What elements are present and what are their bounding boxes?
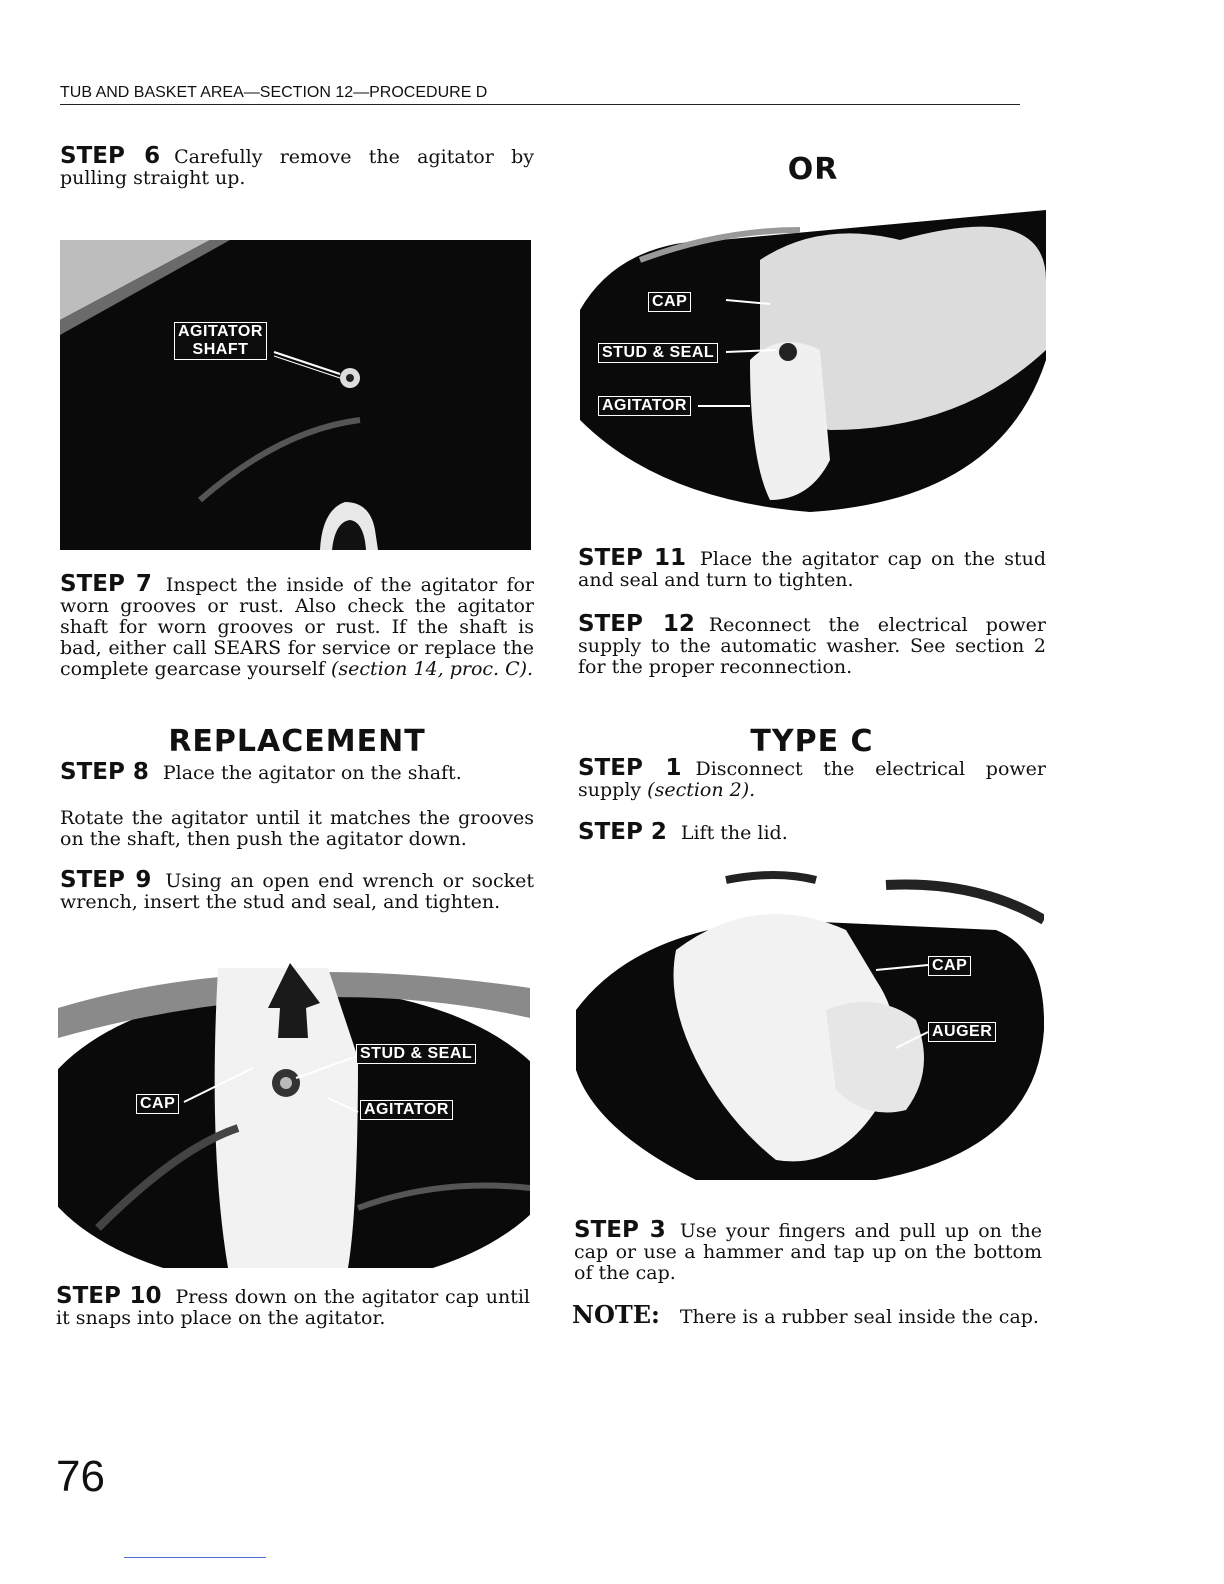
step-7 [60,571,534,680]
paragraph: Rotate the agitator until it matches the grooves on the shaft, then push the agitator down. [60,807,534,850]
label-agitator-shaft [174,322,267,360]
step-label: STEP 1 [578,755,682,781]
step-11 [578,545,1046,591]
photo-agitator-shaft [60,240,531,550]
type-c-step-2 [578,819,1046,845]
type-c-title: TYPE C [750,724,874,759]
label-cap: CAP [136,1094,179,1114]
step-text: Press down on the agitator cap until it snaps into place on the agitator. [56,1286,531,1329]
label-line: AGITATOR [178,323,263,340]
note-text: There is a rubber seal inside the cap. [679,1306,1039,1328]
step-label: STEP 2 [578,819,667,845]
photo-install-stud-seal [58,948,530,1268]
step-label: STEP 11 [578,545,687,571]
step-text: Using an open end wrench or socket wrench, insert the stud and seal, and tighten. [60,870,534,913]
replacement-title: REPLACEMENT [168,724,426,759]
type-c-step-1 [578,755,1047,801]
step-text: Carefully remove the agitator by pulling straight up. [60,146,534,189]
step-6 [60,143,534,189]
footer-divider [124,1557,266,1558]
label-cap: CAP [648,292,691,312]
note-label: NOTE: [572,1300,660,1329]
photo-cap-auger [576,870,1044,1190]
label-stud-seal: STUD & SEAL [356,1044,476,1064]
step-text: Place the agitator on the shaft. [162,762,462,784]
step-label: STEP 3 [574,1217,666,1243]
page-number: 76 [56,1452,105,1501]
step-text: Lift the lid. [680,822,788,844]
step-10 [56,1283,531,1329]
step-text: Inspect the inside of the agitator for worn grooves or rust. Also check the agitator shaft for worn grooves or rust. If the shaft is bad, either call SEARS for service or replace the complete gearcase yourself [60,574,534,680]
label-line: SHAFT [192,341,249,358]
step-12 [578,611,1046,678]
step-text: Use your fingers and pull up on the cap or use a hammer and tap up on the bottom of the cap. [574,1220,1042,1284]
step-label: STEP 9 [60,867,152,893]
step-ref: (section 2). [647,779,756,801]
step-8 [60,759,534,785]
or-title: OR [787,152,839,187]
running-header: TUB AND BASKET AREA—SECTION 12—PROCEDURE D [60,84,1020,105]
photo-cap-stud-agitator [580,200,1046,514]
step-text: Place the agitator cap on the stud and seal and turn to tighten. [578,548,1046,591]
label-cap: CAP [928,956,971,976]
step-label: STEP 7 [60,571,152,597]
step-label: STEP 6 [60,143,161,169]
step-label: STEP 12 [578,611,695,637]
label-stud-seal: STUD & SEAL [598,343,718,363]
step-label: STEP 10 [56,1283,162,1309]
step-label: STEP 8 [60,759,149,785]
label-auger: AUGER [928,1022,996,1042]
note [572,1300,1042,1329]
step-text: Reconnect the electrical power supply to the automatic washer. See section 2 for the proper reconnection. [578,614,1046,678]
label-agitator: AGITATOR [360,1100,453,1120]
rotate-instruction [60,808,534,850]
step-text: Disconnect the electrical power supply [578,758,1047,801]
label-agitator: AGITATOR [598,396,691,416]
step-9 [60,867,534,913]
type-c-step-3 [574,1217,1042,1284]
step-ref: (section 14, proc. C). [330,658,534,680]
